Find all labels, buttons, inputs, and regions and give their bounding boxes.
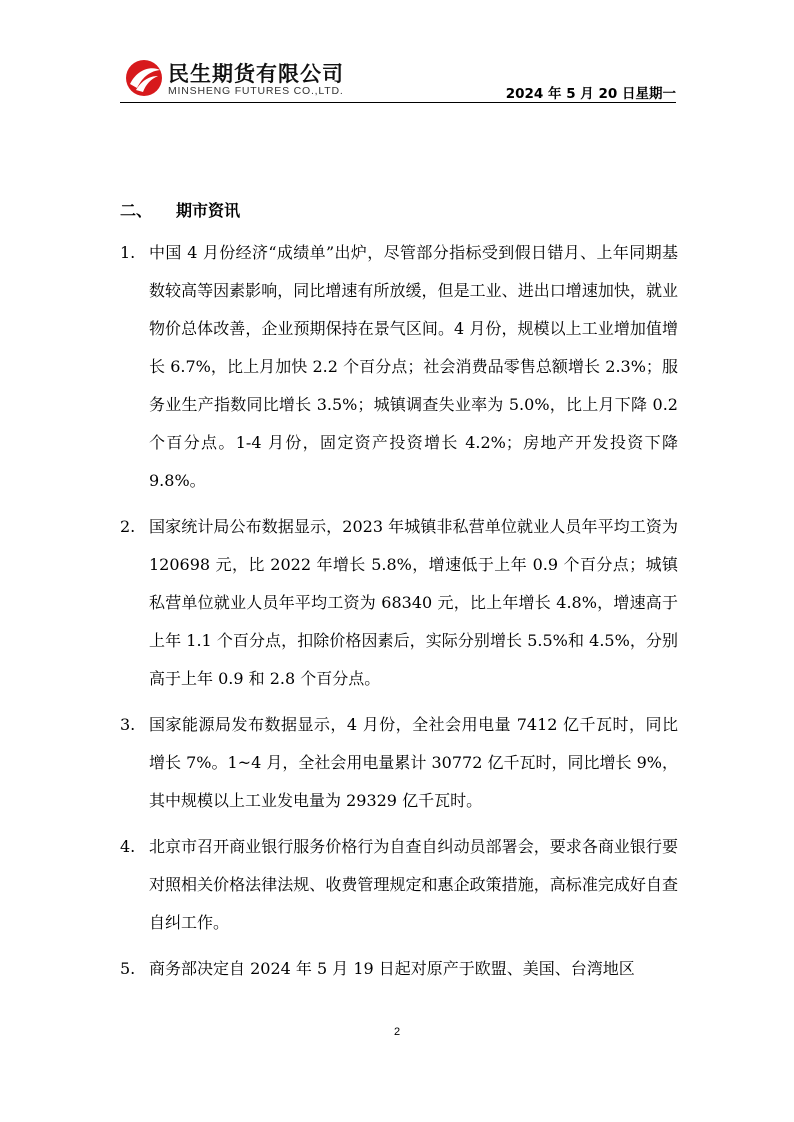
news-item-text: 北京市召开商业银行服务价格行为自查自纠动员部署会，要求各商业银行要对照相关价格法律法规、收费管理规定和惠企政策措施，高标准完成好自查自纠工作。 [149,837,678,932]
news-item-text: 国家能源局发布数据显示，4 月份，全社会用电量 7412 亿千瓦时，同比增长 7%。1~4 月，全社会用电量累计 30772 亿千瓦时，同比增长 9%，其中规模以上工业发电量为 29329 亿千瓦时。 [149,715,678,810]
news-item [120,828,678,942]
news-item-text: 国家统计局公布数据显示，2023 年城镇非私营单位就业人员年平均工资为 120698 元，比 2022 年增长 5.8%，增速低于上年 0.9 个百分点；城镇私营单位就业人员年平均工资为 68340 元，比上年增长 4.8%，增速高于上年 1.1 个百分点，扣除价格因素后，实际分别增长 5.5%和 4.5%，分别高于上年 0.9 和 2.8 个百分点。 [149,517,678,688]
company-name-cn: 民生期货有限公司 [168,62,344,86]
news-list [120,234,678,996]
news-item [120,950,678,988]
news-item-text: 商务部决定自 2024 年 5 月 19 日起对原产于欧盟、美国、台湾地区 [149,959,635,978]
header-divider [120,102,676,103]
minsheng-logo-icon [124,58,164,98]
news-item-number: 5. [120,959,136,978]
company-name-en: MINSHENG FUTURES CO.,LTD. [168,85,344,97]
section-heading [120,198,240,221]
news-item-text: 中国 4 月份经济“成绩单”出炉，尽管部分指标受到假日错月、上年同期基数较高等因素影响，同比增速有所放缓，但是工业、进出口增速加快，就业物价总体改善，企业预期保持在景气区间。4 月份，规模以上工业增加值增长 6.7%，比上月加快 2.2 个百分点；社会消费品零售总额增长 2.3%；服务业生产指数同比增长 3.5%；城镇调查失业率为 5.0%，比上月下降 0.2 个百分点。1-4 月份，固定资产投资增长 4.2%；房地产开发投资下降 9.8%。 [149,243,678,490]
news-item [120,234,678,500]
header-date: 2024 年 5 月 20 日星期一 [505,86,676,102]
news-item-number: 3. [120,715,136,734]
news-item-number: 1. [120,243,136,262]
section-number: 二、 [120,201,153,220]
news-item [120,508,678,698]
news-item-number: 2. [120,517,136,536]
news-item-number: 4. [120,837,136,856]
section-title: 期市资讯 [176,201,241,220]
page-number: 2 [393,1026,401,1038]
page-header [120,52,676,104]
news-item [120,706,678,820]
